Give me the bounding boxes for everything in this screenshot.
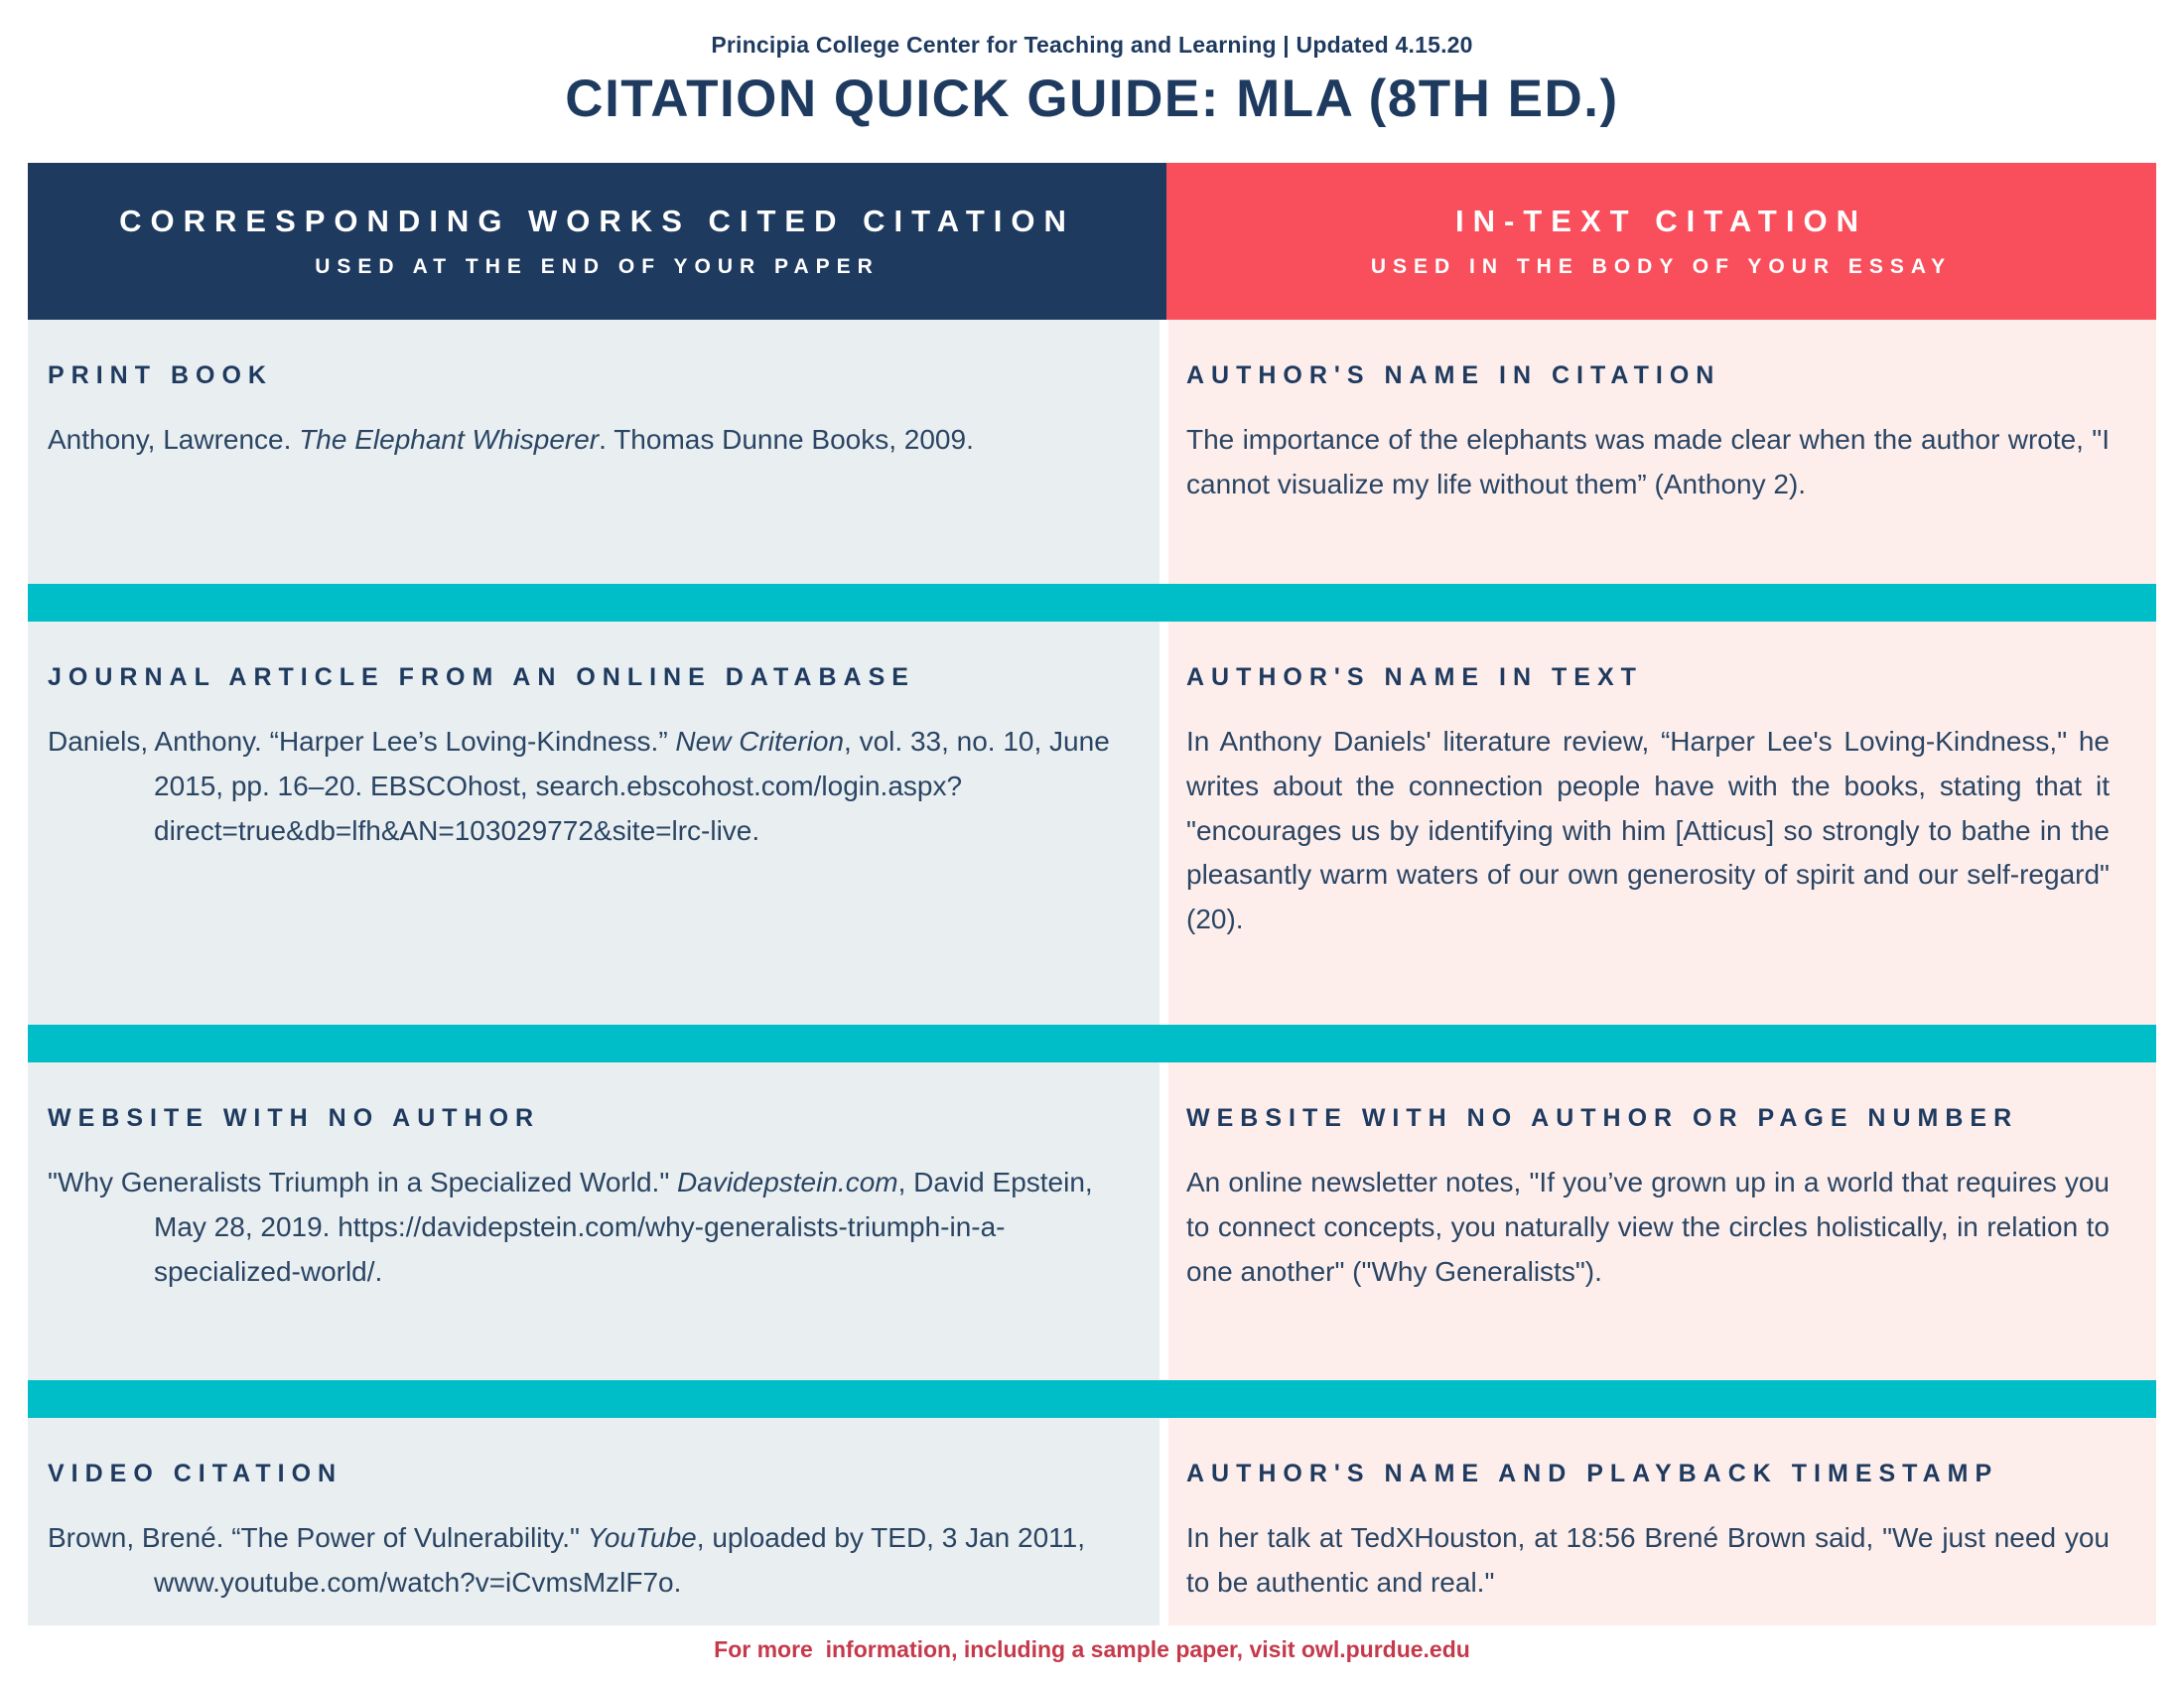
website-no-author-page-heading: WEBSITE WITH NO AUTHOR OR PAGE NUMBER xyxy=(1186,1104,2019,1132)
website-no-author-page-example: An online newsletter notes, "If you’ve grown up in a world that requires you to connect concepts, you naturally view the circles holistically, in relation to one another" ("Why Generalists"). xyxy=(1186,1167,2110,1287)
video-in-text-cell xyxy=(1168,1418,2156,1625)
video-works-cited-cell xyxy=(28,1418,1160,1625)
author-name-in-text-heading: AUTHOR'S NAME IN TEXT xyxy=(1186,663,1643,691)
works-cited-column-title: CORRESPONDING WORKS CITED CITATION xyxy=(119,204,1075,238)
works-cited-column-header xyxy=(28,163,1166,320)
playback-timestamp-heading: AUTHOR'S NAME AND PLAYBACK TIMESTAMP xyxy=(1186,1460,1999,1487)
in-text-column-header xyxy=(1166,163,2156,320)
teal-divider xyxy=(28,1025,2156,1062)
text-segment: , vol. 33, no. 10, June 2015, pp. 16–20. EBSCOhost, search.ebscohost.com/login.aspx?direct=true&db=lfh&AN=103029772&site=lrc-live. xyxy=(154,726,1110,846)
row-website-no-author xyxy=(28,1062,2156,1380)
teal-divider xyxy=(28,584,2156,622)
citation-table xyxy=(28,163,2156,1625)
website-works-cited-cell xyxy=(28,1062,1160,1380)
text-segment: . Thomas Dunne Books, 2009. xyxy=(599,424,974,455)
italic-title-segment: New Criterion xyxy=(675,726,845,757)
italic-title-segment: The Elephant Whisperer xyxy=(299,424,600,455)
text-segment: Anthony, Lawrence. xyxy=(48,424,300,455)
text-segment: , uploaded by TED, 3 Jan 2011, www.youtube.com/watch?v=iCvmsMzlF7o. xyxy=(154,1522,1085,1598)
page-header xyxy=(0,0,2184,129)
print-book-heading: PRINT BOOK xyxy=(48,361,273,389)
playback-timestamp-example: In her talk at TedXHouston, at 18:56 Brené Brown said, "We just need you to be authentic and real." xyxy=(1186,1522,2110,1598)
video-citation-citation xyxy=(48,1516,1120,1606)
journal-article-works-cited-cell xyxy=(28,622,1160,1025)
text-segment: "Why Generalists Triumph in a Specialized World." xyxy=(48,1167,678,1197)
website-no-author-citation xyxy=(48,1161,1120,1294)
video-citation-heading: VIDEO CITATION xyxy=(48,1460,343,1487)
text-segment: Daniels, Anthony. “Harper Lee’s Loving-Kindness.” xyxy=(48,726,676,757)
author-name-in-citation-example: The importance of the elephants was made clear when the author wrote, "I cannot visualize my life without them” (Anthony 2). xyxy=(1186,424,2110,499)
teal-divider xyxy=(28,1380,2156,1418)
row-journal-article xyxy=(28,622,2156,1025)
row-video-citation xyxy=(28,1418,2156,1625)
in-text-column-title: IN-TEXT CITATION xyxy=(1455,204,1867,238)
print-book-works-cited-cell xyxy=(28,320,1160,584)
journal-article-heading: JOURNAL ARTICLE FROM AN ONLINE DATABASE xyxy=(48,663,915,691)
in-text-column-subtitle: USED IN THE BODY OF YOUR ESSAY xyxy=(1370,255,1953,278)
works-cited-column-subtitle: USED AT THE END OF YOUR PAPER xyxy=(315,255,880,278)
footer-note: For more information, including a sample paper, visit owl.purdue.edu xyxy=(714,1636,1470,1662)
author-name-in-citation-heading: AUTHOR'S NAME IN CITATION xyxy=(1186,361,1721,389)
website-no-author-heading: WEBSITE WITH NO AUTHOR xyxy=(48,1104,541,1132)
credit-line: Principia College Center for Teaching and Learning | Updated 4.15.20 xyxy=(711,32,1473,58)
journal-article-citation xyxy=(48,720,1120,853)
print-book-citation xyxy=(48,418,1120,463)
row-print-book xyxy=(28,320,2156,584)
table-header-row xyxy=(28,163,2156,320)
print-book-in-text-cell xyxy=(1168,320,2156,584)
website-in-text-cell xyxy=(1168,1062,2156,1380)
italic-title-segment: YouTube xyxy=(587,1522,697,1553)
text-segment: Brown, Brené. “The Power of Vulnerability." xyxy=(48,1522,588,1553)
italic-title-segment: Davidepstein.com xyxy=(677,1167,898,1197)
page-title: CITATION QUICK GUIDE: MLA (8TH ED.) xyxy=(565,70,1619,128)
journal-article-in-text-cell xyxy=(1168,622,2156,1025)
author-name-in-text-example: In Anthony Daniels' literature review, “Harper Lee's Loving-Kindness," he writes about the connection people have with the books, stating that it "encourages us by identifying with him [Atticus] so strongly to bathe in the pleasantly warm waters of our own generosity of spirit and our self-regard" (20). xyxy=(1186,726,2110,935)
text-segment: , David Epstein, May 28, 2019. https://davidepstein.com/why-generalists-triumph-in-a-specialized-world/. xyxy=(154,1167,1093,1287)
